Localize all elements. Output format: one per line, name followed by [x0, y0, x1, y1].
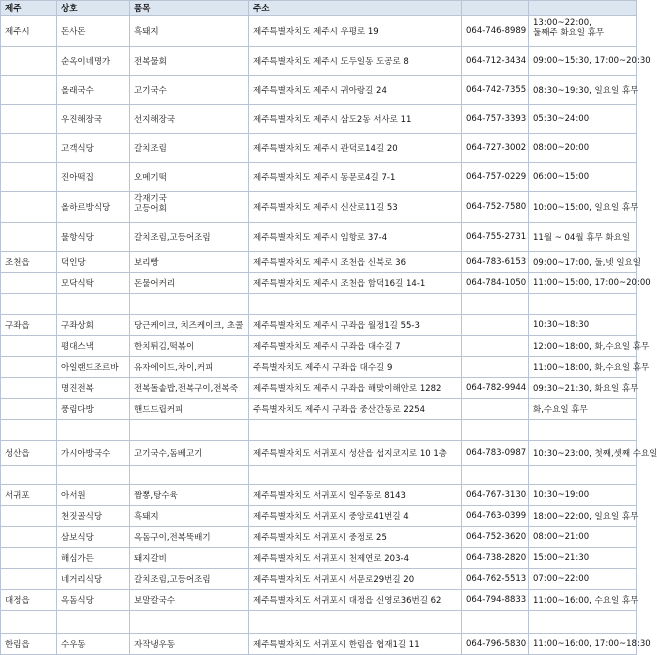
name-cell[interactable]: 올래국수	[57, 76, 130, 105]
item-cell[interactable]: 유자에이드,차이,커피	[130, 357, 249, 378]
phone-cell[interactable]: 064-712-3434	[462, 47, 529, 76]
item-cell[interactable]: 한치튀김,떡볶이	[130, 336, 249, 357]
region-cell[interactable]	[1, 420, 57, 441]
name-cell[interactable]: 옥돔식당	[57, 590, 130, 611]
item-cell[interactable]: 갈치조림	[130, 134, 249, 163]
item-cell[interactable]: 옥돔구이,전복뚝배기	[130, 527, 249, 548]
address-cell[interactable]: 제주특별자치도 제주시 구좌읍 대수길 7	[249, 336, 462, 357]
hours-cell[interactable]	[529, 611, 637, 634]
hours-cell[interactable]: 15:00~21:30	[529, 548, 637, 569]
address-cell[interactable]	[249, 611, 462, 634]
item-cell[interactable]: 돈물어커리	[130, 273, 249, 294]
name-cell[interactable]: 수우동	[57, 634, 130, 655]
name-cell[interactable]: 해심가든	[57, 548, 130, 569]
phone-cell[interactable]: 064-784-1050	[462, 273, 529, 294]
table-row	[1, 252, 637, 273]
header-name[interactable]: 상호	[57, 1, 130, 16]
phone-cell[interactable]: 064-783-6153	[462, 252, 529, 273]
hours-cell[interactable]: 10:30~19:00	[529, 485, 637, 506]
region-cell[interactable]: 한림읍	[1, 634, 57, 655]
address-cell[interactable]: 제주특별자치도 서귀포시 중정로 25	[249, 527, 462, 548]
item-cell[interactable]: 전복물회	[130, 47, 249, 76]
table-row	[1, 163, 637, 192]
phone-cell[interactable]: 064-767-3130	[462, 485, 529, 506]
address-cell[interactable]: 제주특별자치도 제주시 구좌읍 월정1길 55-3	[249, 315, 462, 336]
phone-cell[interactable]: 064-782-9944	[462, 378, 529, 399]
hours-cell[interactable]	[529, 420, 637, 441]
table-row	[1, 192, 637, 223]
region-cell[interactable]	[1, 506, 57, 527]
name-cell[interactable]: 삼보식당	[57, 527, 130, 548]
header-row	[1, 1, 637, 16]
table-row	[1, 590, 637, 611]
hours-cell[interactable]	[529, 466, 637, 485]
name-cell[interactable]: 고객식당	[57, 134, 130, 163]
item-cell[interactable]: 전복돌솥밥,전복구이,전복죽	[130, 378, 249, 399]
item-cell[interactable]: 보말칼국수	[130, 590, 249, 611]
item-cell[interactable]: 갈치조림,고등어조림	[130, 569, 249, 590]
name-cell[interactable]	[57, 466, 130, 485]
table-row	[1, 47, 637, 76]
header-phone[interactable]	[462, 1, 529, 16]
phone-cell[interactable]: 064-763-0399	[462, 506, 529, 527]
hours-cell[interactable]: 06:00~15:00	[529, 163, 637, 192]
address-cell[interactable]	[249, 466, 462, 485]
name-cell[interactable]: 가시아방국수	[57, 441, 130, 466]
hours-cell[interactable]: 11:00~16:00, 수요일 휴무	[529, 590, 637, 611]
item-cell[interactable]: 고기국수	[130, 76, 249, 105]
region-cell[interactable]	[1, 336, 57, 357]
table-row	[1, 399, 637, 420]
table-row	[1, 378, 637, 399]
phone-cell[interactable]	[462, 420, 529, 441]
phone-cell[interactable]: 064-794-8833	[462, 590, 529, 611]
item-cell[interactable]: 각재기국 고등어회	[130, 192, 249, 223]
address-cell[interactable]: 제주특별자치도 제주시 조천읍 신북로 36	[249, 252, 462, 273]
phone-cell[interactable]	[462, 466, 529, 485]
hours-cell[interactable]: 18:00~22:00, 일요일 휴무	[529, 506, 637, 527]
name-cell[interactable]: 네거리식당	[57, 569, 130, 590]
name-cell[interactable]: 순옥이네명가	[57, 47, 130, 76]
table-body	[1, 16, 657, 655]
item-cell[interactable]: 흑돼지	[130, 506, 249, 527]
table-row	[1, 466, 637, 485]
header-address[interactable]: 주소	[249, 1, 462, 16]
table-row	[1, 357, 637, 378]
item-cell[interactable]: 오메기떡	[130, 163, 249, 192]
item-cell[interactable]: 보리빵	[130, 252, 249, 273]
name-cell[interactable]: 천짓골식당	[57, 506, 130, 527]
phone-cell[interactable]: 064-757-3393	[462, 105, 529, 134]
phone-cell[interactable]: 064-727-3002	[462, 134, 529, 163]
address-cell[interactable]: 주특별자치도 제주시 구좌읍 대수길 9	[249, 357, 462, 378]
hours-cell[interactable]: 07:00~22:00	[529, 569, 637, 590]
region-cell[interactable]	[1, 294, 57, 315]
phone-cell[interactable]	[462, 336, 529, 357]
region-cell[interactable]	[1, 192, 57, 223]
name-cell[interactable]: 진아떡집	[57, 163, 130, 192]
header-item[interactable]: 품목	[130, 1, 249, 16]
name-cell[interactable]: 아서원	[57, 485, 130, 506]
name-cell[interactable]	[57, 611, 130, 634]
region-cell[interactable]	[1, 273, 57, 294]
phone-cell[interactable]: 064-755-2731	[462, 223, 529, 252]
name-cell[interactable]: 덕인당	[57, 252, 130, 273]
region-cell[interactable]	[1, 399, 57, 420]
address-cell[interactable]	[249, 294, 462, 315]
header-hours[interactable]	[529, 1, 637, 16]
name-cell[interactable]: 올하르방식당	[57, 192, 130, 223]
table-row	[1, 441, 637, 466]
address-cell[interactable]: 제주특별자치도 제주시 도두일동 도공로 8	[249, 47, 462, 76]
table-row	[1, 420, 637, 441]
name-cell[interactable]	[57, 294, 130, 315]
name-cell[interactable]: 돈사돈	[57, 16, 130, 47]
header-region[interactable]: 제주	[1, 1, 57, 16]
table-row	[1, 485, 637, 506]
table-row	[1, 611, 637, 634]
table-row	[1, 569, 637, 590]
address-cell[interactable]: 제주특별자치도 제주시 우평로 19	[249, 16, 462, 47]
item-cell[interactable]: 당근케이크, 치즈케이크, 초콜	[130, 315, 249, 336]
region-cell[interactable]	[1, 76, 57, 105]
hours-cell[interactable]	[529, 294, 637, 315]
hours-cell[interactable]: 08:30~19:30, 일요일 휴무	[529, 76, 637, 105]
name-cell[interactable]: 물항식당	[57, 223, 130, 252]
item-cell[interactable]: 흑돼지	[130, 16, 249, 47]
phone-cell[interactable]	[462, 294, 529, 315]
table-row	[1, 134, 637, 163]
address-cell[interactable]: 제주특별자치도 제주시 관덕로14길 20	[249, 134, 462, 163]
region-cell[interactable]	[1, 548, 57, 569]
table-row	[1, 294, 637, 315]
hours-cell[interactable]: 12:00~18:00, 화,수요일 휴무	[529, 336, 637, 357]
hours-cell[interactable]: 화,수요일 휴무	[529, 399, 637, 420]
address-cell[interactable]: 제주특별자치도 서귀포시 서문로29번길 20	[249, 569, 462, 590]
phone-cell[interactable]: 064-783-0987	[462, 441, 529, 466]
hours-cell[interactable]: 08:00~21:00	[529, 527, 637, 548]
region-cell[interactable]	[1, 134, 57, 163]
table-row	[1, 527, 637, 548]
name-cell[interactable]: 구좌상회	[57, 315, 130, 336]
phone-cell[interactable]	[462, 315, 529, 336]
address-cell[interactable]: 제주특별자치도 제주시 동문로4길 7-1	[249, 163, 462, 192]
table-row	[1, 223, 637, 252]
address-cell[interactable]: 제주특별자치도 서귀포시 한림읍 협재1길 11	[249, 634, 462, 655]
table-row	[1, 315, 637, 336]
table-row	[1, 76, 637, 105]
region-cell[interactable]: 조천읍	[1, 252, 57, 273]
item-cell[interactable]: 짬뽕,탕수육	[130, 485, 249, 506]
item-cell[interactable]: 갈치조림,고등어조림	[130, 223, 249, 252]
region-cell[interactable]	[1, 163, 57, 192]
phone-cell[interactable]: 064-757-0229	[462, 163, 529, 192]
region-cell[interactable]	[1, 105, 57, 134]
table-row	[1, 336, 637, 357]
name-cell[interactable]: 풍림다방	[57, 399, 130, 420]
phone-cell[interactable]: 064-746-8989	[462, 16, 529, 47]
hours-cell[interactable]: 10:30~23:00, 첫째,셋째 수요일	[529, 441, 637, 466]
address-cell[interactable]: 제주특별자치도 제주시 귀아랑길 24	[249, 76, 462, 105]
item-cell[interactable]: 선지해장국	[130, 105, 249, 134]
address-cell[interactable]: 제주특별자치도 제주시 신산로11길 53	[249, 192, 462, 223]
address-cell[interactable]: 제주특별자치도 서귀포시 중앙로41번길 4	[249, 506, 462, 527]
region-cell[interactable]	[1, 223, 57, 252]
item-cell[interactable]: 돼지갈비	[130, 548, 249, 569]
address-cell[interactable]: 제주특별자치도 제주시 구좌읍 해맞이해안로 1282	[249, 378, 462, 399]
phone-cell[interactable]: 064-738-2820	[462, 548, 529, 569]
name-cell[interactable]	[57, 420, 130, 441]
item-cell[interactable]: 핸드드립커피	[130, 399, 249, 420]
address-cell[interactable]	[249, 420, 462, 441]
name-cell[interactable]: 평대스낵	[57, 336, 130, 357]
item-cell[interactable]: 고기국수,돔베고기	[130, 441, 249, 466]
region-cell[interactable]: 제주시	[1, 16, 57, 47]
hours-cell[interactable]: 08:00~20:00	[529, 134, 637, 163]
hours-cell[interactable]: 09:30~21:30, 화요일 휴무	[529, 378, 637, 399]
name-cell[interactable]: 아일랜드조르바	[57, 357, 130, 378]
region-cell[interactable]	[1, 47, 57, 76]
address-cell[interactable]: 제주특별자치도 서귀포시 성산읍 섭지코지로 10 1층	[249, 441, 462, 466]
hours-cell[interactable]: 11:00~18:00, 화,수요일 휴무	[529, 357, 637, 378]
name-cell[interactable]: 명진전복	[57, 378, 130, 399]
phone-cell[interactable]	[462, 357, 529, 378]
table-row	[1, 273, 637, 294]
address-cell[interactable]: 주특별자치도 제주시 구좌읍 중산간동로 2254	[249, 399, 462, 420]
table-row	[1, 105, 637, 134]
region-cell[interactable]	[1, 466, 57, 485]
name-cell[interactable]: 우진해장국	[57, 105, 130, 134]
item-cell[interactable]	[130, 294, 249, 315]
phone-cell[interactable]	[462, 399, 529, 420]
address-cell[interactable]: 제주특별자치도 서귀포시 일주동로 8143	[249, 485, 462, 506]
region-cell[interactable]	[1, 378, 57, 399]
item-cell[interactable]: 자작냉우동	[130, 634, 249, 655]
table-row	[1, 548, 637, 569]
hours-cell[interactable]: 10:00~15:00, 일요일 휴무	[529, 192, 637, 223]
region-cell[interactable]	[1, 569, 57, 590]
region-cell[interactable]: 성산읍	[1, 441, 57, 466]
hours-cell[interactable]: 13:00~22:00, 둘째주 화요일 휴무	[529, 16, 637, 47]
phone-cell[interactable]: 064-796-5830	[462, 634, 529, 655]
address-cell[interactable]: 제주특별자치도 제주시 삼도2동 서사로 11	[249, 105, 462, 134]
hours-cell[interactable]: 09:00~17:00, 둘,넷 일요일	[529, 252, 637, 273]
address-cell[interactable]: 제주특별자치도 제주시 임항로 37-4	[249, 223, 462, 252]
hours-cell[interactable]: 09:00~15:30, 17:00~20:30	[529, 47, 637, 76]
phone-cell[interactable]: 064-762-5513	[462, 569, 529, 590]
region-cell[interactable]	[1, 527, 57, 548]
phone-cell[interactable]: 064-752-3620	[462, 527, 529, 548]
name-cell[interactable]: 모닥식탁	[57, 273, 130, 294]
phone-cell[interactable]: 064-752-7580	[462, 192, 529, 223]
region-cell[interactable]	[1, 611, 57, 634]
item-cell[interactable]	[130, 420, 249, 441]
hours-cell[interactable]: 05:30~24:00	[529, 105, 637, 134]
region-cell[interactable]: 구좌읍	[1, 315, 57, 336]
item-cell[interactable]	[130, 611, 249, 634]
region-cell[interactable]	[1, 357, 57, 378]
address-cell[interactable]: 제주특별자치도 서귀포시 대정읍 신영로36번길 62	[249, 590, 462, 611]
hours-cell[interactable]: 11월 ~ 04월 휴무 화요일	[529, 223, 637, 252]
hours-cell[interactable]: 10:30~18:30	[529, 315, 637, 336]
hours-cell[interactable]: 11:00~16:00, 17:00~18:30	[529, 634, 637, 655]
address-cell[interactable]: 제주특별자치도 서귀포시 천제연로 203-4	[249, 548, 462, 569]
region-cell[interactable]: 대정읍	[1, 590, 57, 611]
table-row	[1, 634, 637, 655]
table-row	[1, 506, 637, 527]
hours-cell[interactable]: 11:00~15:00, 17:00~20:00	[529, 273, 637, 294]
phone-cell[interactable]: 064-742-7355	[462, 76, 529, 105]
item-cell[interactable]	[130, 466, 249, 485]
phone-cell[interactable]	[462, 611, 529, 634]
region-cell[interactable]: 서귀포	[1, 485, 57, 506]
address-cell[interactable]: 제주특별자치도 제주시 조천읍 함덕16길 14-1	[249, 273, 462, 294]
table-row	[1, 16, 637, 47]
